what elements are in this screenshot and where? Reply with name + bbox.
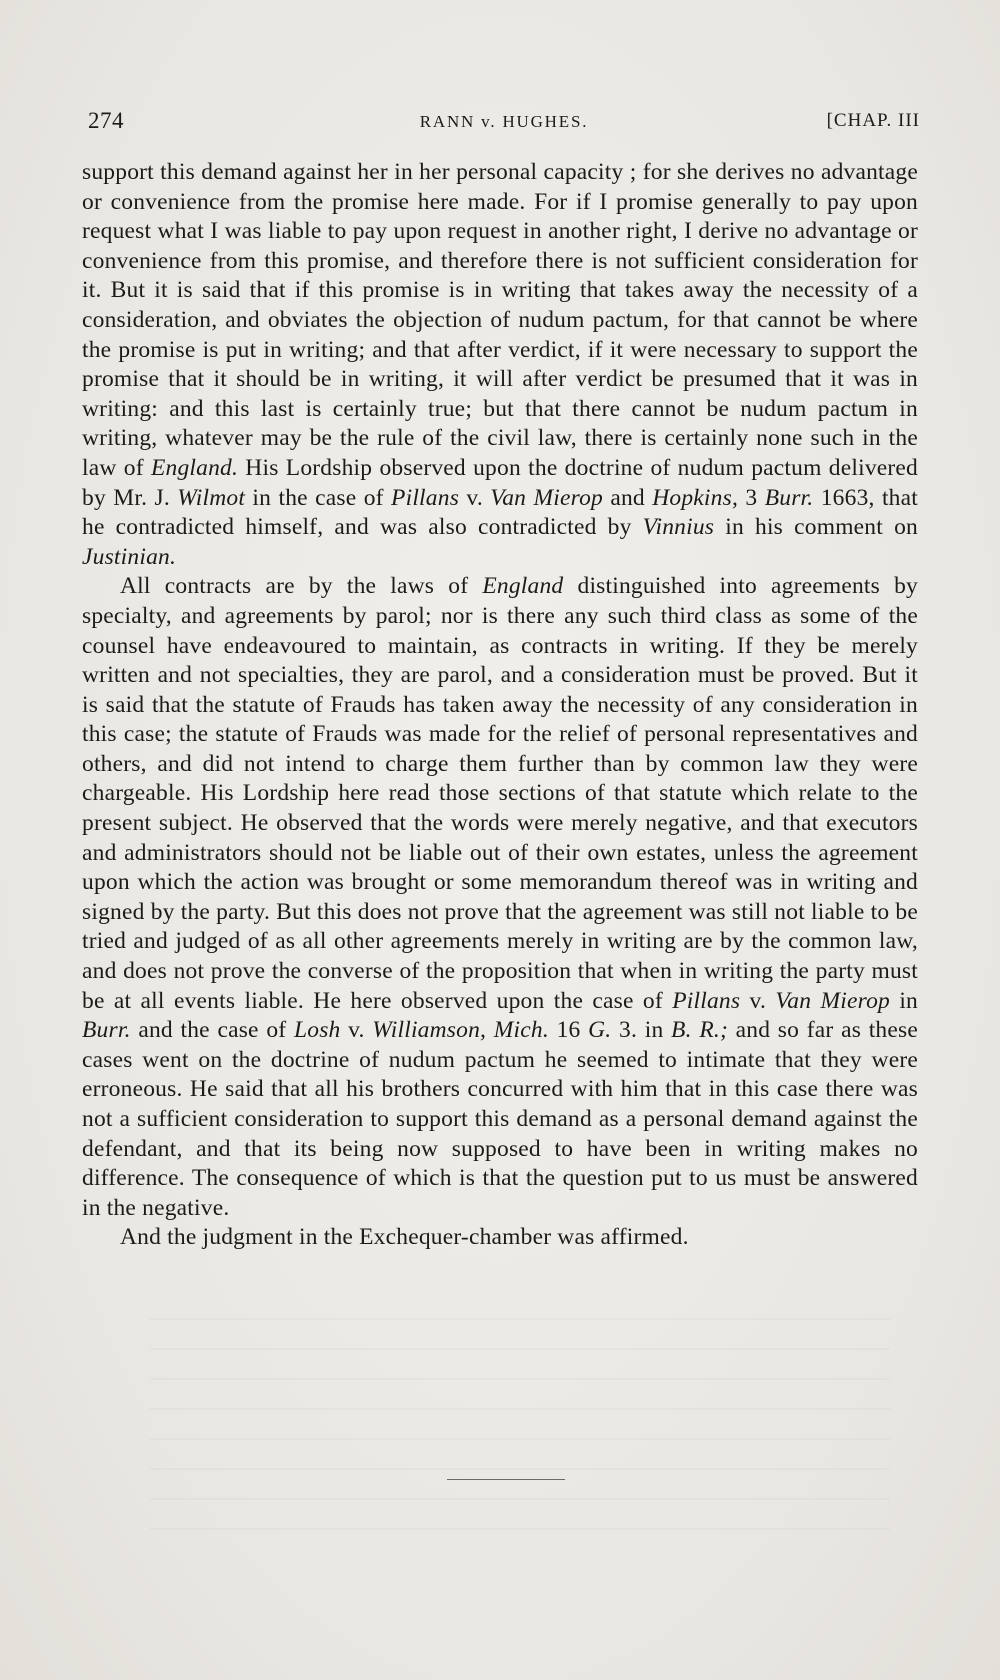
text-segment: v.	[459, 484, 491, 511]
italic-segment: Wilmot	[177, 484, 246, 511]
italic-segment: G.	[588, 1017, 612, 1044]
text-segment: and so far as these cases went on the doctrine of nudum pactum he seemed to intimate that they were erroneous. He said that all his brothers concurred with him that in this case there was not a sufficient consideration to support this demand as a personal demand against the defendant, and that its being now supposed to have been in writing makes no difference. The consequence of which is that the question put to us must be answered in the negative.	[82, 1017, 918, 1221]
italic-segment: Vinnius	[642, 514, 715, 541]
text-segment: 3. in	[611, 1017, 672, 1044]
italic-segment: Williamson, Mich.	[372, 1017, 549, 1044]
paragraph	[82, 1223, 918, 1253]
text-segment: in the case of	[245, 484, 392, 511]
italic-segment: Justinian.	[82, 543, 177, 570]
chapter-label: [CHAP. III	[826, 110, 920, 131]
text-segment: v.	[340, 1017, 373, 1044]
italic-segment: England.	[150, 454, 239, 481]
italic-segment: Burr.	[82, 1017, 131, 1044]
paragraph	[82, 158, 918, 572]
italic-segment: England	[482, 573, 564, 600]
body-text	[82, 158, 918, 1253]
italic-segment: Burr.	[764, 484, 814, 511]
italic-segment: B. R.;	[671, 1017, 728, 1044]
page-header	[88, 108, 920, 138]
text-segment: and	[602, 484, 653, 511]
italic-segment: Losh	[293, 1017, 341, 1044]
text-segment: 1663, that he contradicted himself, and was also contradicted by	[82, 484, 918, 541]
text-segment: 16	[548, 1017, 589, 1044]
section-divider	[447, 1479, 565, 1480]
text-segment: in	[890, 987, 919, 1014]
italic-segment: Hopkins,	[652, 484, 739, 511]
text-segment: in his comment on	[714, 514, 918, 541]
italic-segment: Pillans	[672, 987, 741, 1014]
page-number: 274	[88, 108, 124, 133]
bleed-through-text	[150, 1300, 890, 1550]
text-segment: distinguished into agreements by specialty, and agreements by parol; nor is there any such third class as some of the counsel have endeavoured to maintain, as contracts in writing. If they be merely written and not specialties, they are parol, and a consideration must be proved. But it is said that the statute of Frauds has taken away the necessity of any consideration in this case; the statute of Frauds was made for the relief of personal representatives and others, and did not intend to charge them further than by common law they were chargeable. His Lordship here read those sections of that statute which relate to the present subject. He observed that the words were merely negative, and that executors and administrators should not be liable out of their own estates, unless the agreement upon which the action was brought or some memorandum thereof was in writing and signed by the party. But this does not prove that the agreement was still not liable to be tried and judged of as all other agreements merely in writing are by the common law, and does not prove the converse of the proposition that when in writing the party must be at all events liable. He here observed upon the case of	[82, 573, 919, 1014]
text-segment: support this demand against her in her personal capacity ; for she derives no advantage or convenience from the promise here made. For if I promise generally to pay upon request what I was liable to pay upon request in another right, I derive no advantage or convenience from this promise, and therefore there is not sufficient consideration for it. But it is said that if this promise is in writing that takes away the necessity of a consideration, and obviates the objection of nudum pactum, for that cannot be where the promise is put in writing; and that after verdict, if it were necessary to support the promise that it should be in writing, it will after verdict be presumed that it was in writing: and this last is certainly true; but that there cannot be nudum pactum in writing, whatever may be the rule of the civil law, there is certainly none such in the law of	[82, 159, 918, 481]
text-segment: v.	[740, 987, 776, 1014]
text-segment: All contracts are by the laws of	[120, 573, 483, 600]
italic-segment: Van Mierop	[490, 484, 603, 511]
text-segment: 3	[738, 484, 765, 511]
italic-segment: Van Mierop	[775, 987, 891, 1014]
text-segment: and the case of	[130, 1017, 294, 1044]
italic-segment: Pillans	[391, 484, 460, 511]
text-segment: His Lordship observed upon the doctrine of nudum pactum delivered by Mr. J.	[82, 454, 919, 511]
text-segment: And the judgment in the Exchequer-chamber was affirmed.	[120, 1224, 689, 1251]
paragraph	[82, 572, 918, 1223]
running-title: RANN v. HUGHES.	[419, 112, 589, 131]
